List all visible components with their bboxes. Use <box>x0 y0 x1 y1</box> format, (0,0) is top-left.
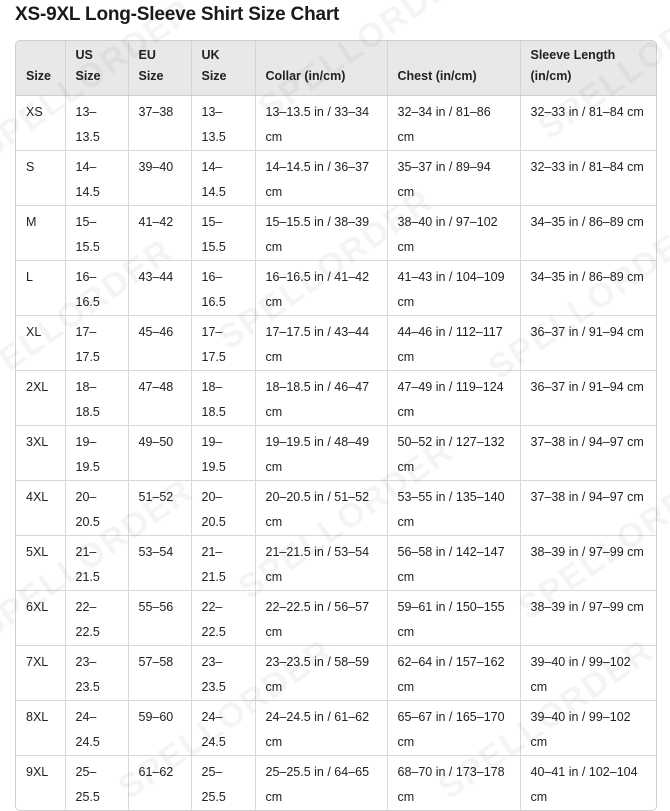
table-cell: 20–20.5 <box>191 481 255 536</box>
table-cell: 24–24.5 <box>65 701 128 756</box>
table-cell: 19–19.5 in / 48–49 cm <box>255 426 387 481</box>
table-cell: 32–34 in / 81–86 cm <box>387 96 520 151</box>
table-row <box>16 536 656 591</box>
table-cell: 21–21.5 <box>191 536 255 591</box>
table-cell: 17–17.5 <box>191 316 255 371</box>
table-row <box>16 261 656 316</box>
table-cell: 13–13.5 in / 33–34 cm <box>255 96 387 151</box>
table-cell: 36–37 in / 91–94 cm <box>520 371 656 426</box>
table-cell: 35–37 in / 89–94 cm <box>387 151 520 206</box>
table-cell: 38–40 in / 97–102 cm <box>387 206 520 261</box>
table-cell: 51–52 <box>128 481 191 536</box>
table-cell: 57–58 <box>128 646 191 701</box>
table-row <box>16 646 656 701</box>
table-cell: 20–20.5 <box>65 481 128 536</box>
table-cell: 39–40 <box>128 151 191 206</box>
table-cell: 21–21.5 in / 53–54 cm <box>255 536 387 591</box>
table-cell: 13–13.5 <box>191 96 255 151</box>
table-cell: 37–38 in / 94–97 cm <box>520 426 656 481</box>
table-cell: 59–61 in / 150–155 cm <box>387 591 520 646</box>
table-cell: 53–55 in / 135–140 cm <box>387 481 520 536</box>
table-cell: 16–16.5 <box>191 261 255 316</box>
column-header: UK Size <box>191 41 255 96</box>
table-row <box>16 426 656 481</box>
table-row <box>16 591 656 646</box>
table-cell: 43–44 <box>128 261 191 316</box>
table-cell: 18–18.5 in / 46–47 cm <box>255 371 387 426</box>
table-cell: 47–48 <box>128 371 191 426</box>
table-cell: 47–49 in / 119–124 cm <box>387 371 520 426</box>
table-cell: 36–37 in / 91–94 cm <box>520 316 656 371</box>
table-cell: 32–33 in / 81–84 cm <box>520 151 656 206</box>
column-header: Collar (in/cm) <box>255 41 387 96</box>
table-cell: 19–19.5 <box>191 426 255 481</box>
table-row <box>16 206 656 261</box>
table-cell: 14–14.5 <box>65 151 128 206</box>
table-cell: 24–24.5 in / 61–62 cm <box>255 701 387 756</box>
column-header: Size <box>16 41 65 96</box>
table-cell: 19–19.5 <box>65 426 128 481</box>
table-cell: 15–15.5 in / 38–39 cm <box>255 206 387 261</box>
table-cell: 18–18.5 <box>191 371 255 426</box>
table-cell: 14–14.5 <box>191 151 255 206</box>
column-header: EU Size <box>128 41 191 96</box>
table-cell: 16–16.5 in / 41–42 cm <box>255 261 387 316</box>
table-row <box>16 701 656 756</box>
table-cell: L <box>16 261 65 316</box>
table-cell: 65–67 in / 165–170 cm <box>387 701 520 756</box>
table-cell: 39–40 in / 99–102 cm <box>520 646 656 701</box>
table-cell: 50–52 in / 127–132 cm <box>387 426 520 481</box>
table-cell: 61–62 <box>128 756 191 811</box>
column-header: Chest (in/cm) <box>387 41 520 96</box>
table-cell: 49–50 <box>128 426 191 481</box>
size-chart-table <box>16 41 656 810</box>
table-body <box>16 96 656 811</box>
table-cell: M <box>16 206 65 261</box>
table-cell: S <box>16 151 65 206</box>
table-cell: 15–15.5 <box>191 206 255 261</box>
table-header-row <box>16 41 656 96</box>
table-cell: 17–17.5 in / 43–44 cm <box>255 316 387 371</box>
table-cell: 17–17.5 <box>65 316 128 371</box>
table-row <box>16 756 656 811</box>
table-cell: 45–46 <box>128 316 191 371</box>
table-cell: 44–46 in / 112–117 cm <box>387 316 520 371</box>
table-cell: 59–60 <box>128 701 191 756</box>
table-cell: 24–24.5 <box>191 701 255 756</box>
column-header: US Size <box>65 41 128 96</box>
table-cell: 23–23.5 <box>65 646 128 701</box>
table-cell: XS <box>16 96 65 151</box>
table-cell: 3XL <box>16 426 65 481</box>
table-cell: 37–38 in / 94–97 cm <box>520 481 656 536</box>
table-cell: 16–16.5 <box>65 261 128 316</box>
table-cell: 9XL <box>16 756 65 811</box>
table-cell: 25–25.5 in / 64–65 cm <box>255 756 387 811</box>
size-chart-table-container <box>15 40 657 811</box>
table-cell: 22–22.5 <box>191 591 255 646</box>
table-row <box>16 151 656 206</box>
table-cell: 15–15.5 <box>65 206 128 261</box>
table-cell: 68–70 in / 173–178 cm <box>387 756 520 811</box>
page-title: XS-9XL Long-Sleeve Shirt Size Chart <box>15 4 340 25</box>
table-cell: 41–43 in / 104–109 cm <box>387 261 520 316</box>
column-header: Sleeve Length (in/cm) <box>520 41 656 96</box>
table-row <box>16 481 656 536</box>
table-cell: 56–58 in / 142–147 cm <box>387 536 520 591</box>
table-cell: 38–39 in / 97–99 cm <box>520 591 656 646</box>
table-cell: 39–40 in / 99–102 cm <box>520 701 656 756</box>
table-cell: 13–13.5 <box>65 96 128 151</box>
table-cell: 18–18.5 <box>65 371 128 426</box>
table-cell: 25–25.5 <box>65 756 128 811</box>
table-cell: 7XL <box>16 646 65 701</box>
table-cell: 40–41 in / 102–104 cm <box>520 756 656 811</box>
table-cell: 53–54 <box>128 536 191 591</box>
table-cell: 62–64 in / 157–162 cm <box>387 646 520 701</box>
table-cell: 2XL <box>16 371 65 426</box>
table-cell: 8XL <box>16 701 65 756</box>
table-cell: 34–35 in / 86–89 cm <box>520 261 656 316</box>
table-cell: 34–35 in / 86–89 cm <box>520 206 656 261</box>
table-cell: 20–20.5 in / 51–52 cm <box>255 481 387 536</box>
table-row <box>16 316 656 371</box>
table-cell: 21–21.5 <box>65 536 128 591</box>
table-cell: 4XL <box>16 481 65 536</box>
table-cell: 23–23.5 in / 58–59 cm <box>255 646 387 701</box>
table-cell: 6XL <box>16 591 65 646</box>
table-cell: 38–39 in / 97–99 cm <box>520 536 656 591</box>
table-cell: 5XL <box>16 536 65 591</box>
table-cell: 25–25.5 <box>191 756 255 811</box>
table-cell: XL <box>16 316 65 371</box>
table-cell: 32–33 in / 81–84 cm <box>520 96 656 151</box>
table-cell: 22–22.5 <box>65 591 128 646</box>
table-row <box>16 96 656 151</box>
table-cell: 23–23.5 <box>191 646 255 701</box>
table-row <box>16 371 656 426</box>
table-cell: 55–56 <box>128 591 191 646</box>
table-cell: 37–38 <box>128 96 191 151</box>
table-cell: 14–14.5 in / 36–37 cm <box>255 151 387 206</box>
table-cell: 41–42 <box>128 206 191 261</box>
table-cell: 22–22.5 in / 56–57 cm <box>255 591 387 646</box>
